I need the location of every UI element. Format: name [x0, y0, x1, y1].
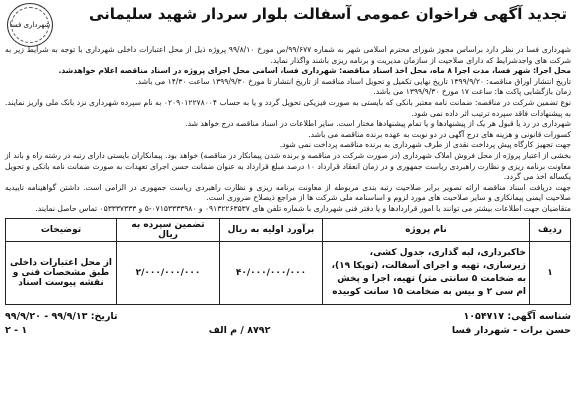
paragraph: شهرداری فسا در نظر دارد براساس مجوز شورای محترم اسلامی شهر به شماره ۹۹/۶۷۷/ص مورخ ۹۹/۸/۱۰ پروژه ذیل از محل اعتبارات داخلی شهرداری با توجه به شرایط زیر به شرکت های واجدشرایط که دارای صلاحیت از سازمان مدیریت و برنامه ریزی باشند واگذار نماید.	[5, 45, 571, 65]
col-index-header: ردیف	[530, 218, 571, 241]
paragraph: متقاضیان جهت اطلاعات بیشتر می توانند با امور قراردادها و یا دفتر فنی شهرداری با شماره تلفن های ۰۹۱۳۲۲۶۳۵۳۷ و ۰۷۱۵۳۳۳۳۹۸۰-۵ و ۰۵۳۳۳۷۳۳۳ تماس حاصل نمایند.	[35, 203, 571, 213]
publish-date: تاریخ: ۹۹/۹/۱۳ - ۹۹/۹/۲۰	[5, 310, 118, 322]
paragraph: بخشی از اعتبار پروژه از محل فروش املاک شهرداری (در صورت شرکت در مناقصه و برنده شدن پیمانکار در مناقصه) خواهد بود. پیمانکاران بایستی دارای رتبه در رشته راه و باند از معاونت برنامه ریزی و نظارت راهبردی ریاست جمهوری و در زمان انعقاد قرارداد ۱۰ درصد مبلغ قرارداد به عنوان ضمانت حسن اجرای تعهدات به صورت ضمانت نامه بانکی و تحویل یکساله اخذ می گردد.	[5, 150, 571, 182]
table-header-row	[6, 218, 571, 241]
cell-deposit: ۲/۰۰۰/۰۰۰/۰۰۰	[117, 241, 220, 304]
notice-header	[5, 3, 571, 49]
footer-row-2	[5, 325, 571, 336]
paragraph: کسورات قانونی و هزینه های درج آگهی در دو نوبت به عهده برنده مناقصه می باشد.	[308, 129, 571, 139]
paragraph: جهت تجهیز کارگاه پیش پرداخت نقدی از طرف شهرداری به برنده مناقصه پرداخت نمی شود.	[279, 140, 571, 150]
cell-index: ۱	[530, 241, 571, 304]
col-estimate-header: برآورد اولیه به ریال	[220, 218, 323, 241]
project-table	[5, 218, 571, 305]
paragraph: نوع تضمین شرکت در مناقصه: ضمانت نامه معتبر بانکی که بایستی به صورت فیزیکی تحویل گردد و یا به حساب ۰۲۰۹۰۱۲۲۷۸۰۰۴ به نام سپرده شهرداری نزد بانک ملی واریز نمایند. به پیشنهادات فاقد سپرده ترتیب اثر داده نمی شود.	[5, 97, 572, 118]
cell-notes: از محل اعتبارات داخلی طبق مشخصات فنی و نقشه پیوست اسناد	[6, 241, 117, 304]
cell-estimate: ۴۰/۰۰۰/۰۰۰/۰۰۰	[220, 241, 323, 304]
ad-code: ۸۷۹۲ / م الف	[208, 324, 271, 336]
paragraph: زمان بازگشایی پاکت ها: ساعت ۱۷ مورخ ۱۳۹۹/۹/۳۰ می باشد.	[373, 87, 571, 97]
notice-title: تجدید آگهی فراخوان عمومی آسفالت بلوار سردار شهید سلیمانی	[88, 5, 567, 23]
ad-id: شناسه آگهی: ۱۰۵۴۷۱۷	[463, 310, 571, 322]
logo-text: شهرداری فسا	[9, 21, 51, 29]
cell-project: خاکبرداری، لبه گذاری، جدول کشی، زیرسازی، تهیه و اجرای آسفالت، (توپکا ۱۹)، به ضخامت ۵ سانتی متر) تهیه، اجرا و پخش ام سی ۲ و بیس به ضخامت ۱۵ سانت کوبیده	[323, 241, 530, 304]
table-row	[6, 241, 571, 304]
paragraph: محل اجرا: شهر فسا، مدت اجرا ۸ ماه، محل اخذ اسناد مناقصه: شهرداری فسا، اسامی محل اجرای پروژه در اسناد مناقصه اعلام خواهدشد.	[58, 66, 571, 76]
col-deposit-header: تضمین سپرده به ریال	[117, 218, 220, 241]
paragraph: تاریخ انتشار اوراق مناقصه: ۱۳۹۹/۹/۲۰ تاریخ نهایی تکمیل و تحویل اسناد مناقصه از تاریخ انتشار تا مورخ ۱۳۹۹/۹/۳۰ ساعت ۱۴/۳۰ می باشد.	[135, 76, 571, 86]
footer-row-1	[5, 311, 571, 322]
paragraph: جهت دریافت اسناد مناقصه ارائه تصویر برابر صلاحیت رتبه بندی مربوطه از معاونت برنامه ریزی و نظارت راهبردی ریاست جمهوری در الزامی است. داشتن گواهینامه تاییدیه صلاحیت ایمنی پیمانکاری و سایر صلاحیت های مورد لزوم و اساسنامه ملی شرکت ها از مراجع ذیصلاح ضروری است.	[5, 182, 571, 203]
publisher: حسن برات - شهردار فسا	[451, 324, 571, 336]
col-notes-header: توضیحات	[6, 218, 117, 241]
col-project-header: نام پروژه	[323, 218, 530, 241]
municipality-logo	[7, 3, 53, 47]
page-number: ۱ - ۲	[5, 324, 28, 336]
notice-body	[5, 45, 571, 215]
paragraph: شهرداری در رد یا قبول هر یک از پیشنهادها و یا تمام پیشنهادها مختار است. سایر اطلاعات در اسناد مناقصه درج خواهد شد.	[185, 119, 571, 129]
